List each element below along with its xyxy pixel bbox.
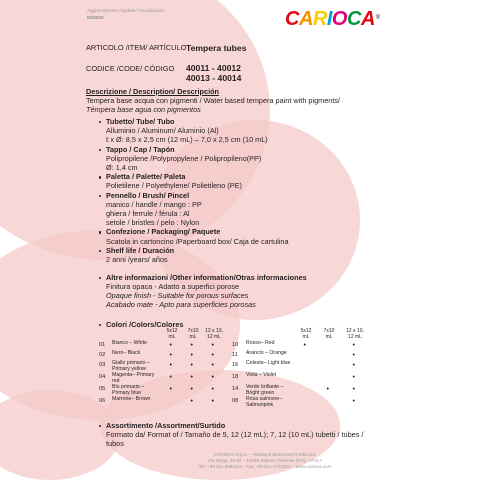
spec-title: Pennello / Brush/ Pincel [106, 190, 190, 200]
spec-line: setole / bristles / pelo : Nylon [106, 218, 200, 228]
assortment-title: Assortimento /Assortment/Surtido [106, 421, 226, 430]
footer-line-2: Via Verga, 40 tel – 10036 Settimo Torinese (TO) – ITALY [207, 458, 323, 463]
description-line-2: Témpera base agua con pigmentos [86, 105, 201, 114]
color-name: Magenta– Primary red [112, 372, 155, 384]
column-header: 5x12 mL [300, 328, 312, 340]
colors-title: Colori /Colors/Colores [106, 320, 184, 329]
color-name: Verde brillante – Bright green [246, 384, 284, 396]
logo-letter: A [298, 8, 313, 30]
spec-title: Shelf life / Duración [106, 245, 175, 255]
description-line-1: Tempera base acqua con pigmenti / Water based tempera paint with pigments/ [86, 96, 341, 105]
availability-dot-icon: • [190, 361, 193, 369]
color-number: 18 [232, 374, 239, 380]
column-header: 5x12 mL [166, 328, 178, 340]
logo-letter: C [285, 8, 299, 30]
color-name: Arancio – Orange [246, 350, 287, 356]
color-number: 05 [99, 386, 106, 392]
color-name: Viola – Violet [246, 372, 277, 378]
color-number: 06 [99, 398, 106, 404]
color-number: 01 [99, 342, 106, 348]
availability-dot-icon: • [169, 341, 172, 349]
other-info-line-2: Opaque finish - Suitable for porous surfaces [106, 291, 249, 300]
color-number: 11 [232, 352, 238, 358]
spec-line: Polietilene / Polyethylene/ Polietileno (PE) [106, 181, 242, 191]
spec-line: Alluminio / Aluminum/ Aluminio (Al) [106, 126, 219, 136]
color-number: 04 [99, 374, 106, 380]
color-name: Rosso– Red [246, 340, 275, 346]
color-name: Rosa salmone– Salmonpink [246, 396, 283, 408]
footer-line-3: Tel. +39 011 8962411– Fax +39 011 4710330 – www.carioca.com [198, 464, 332, 469]
availability-dot-icon: • [352, 385, 355, 393]
color-name: Giallo primario – Primary yellow [112, 360, 150, 372]
availability-dot-icon: • [352, 397, 355, 405]
spec-title: Tappo / Cap / Tapón [106, 144, 175, 154]
availability-dot-icon: • [169, 361, 172, 369]
color-number: 03 [99, 362, 106, 368]
spec-line: 2 anni /years/ años [106, 255, 168, 264]
spec-line: Ø: 1,4 cm [106, 163, 138, 172]
spec-line: Scatola in cartoncino /Paperboard box/ Caja de cartulina [106, 236, 289, 246]
registered-mark: ® [375, 14, 381, 21]
assortment-line-2: tubos [106, 439, 124, 448]
spec-title: Paletta / Palette/ Paleta [106, 172, 186, 182]
spec-line: ghiera / ferrule / férula : Al [106, 209, 190, 218]
update-label: Aggiornamento /Update/ Actualización [87, 8, 165, 13]
spec-line: Polipropilene /Polypropylene / Polipropileno(PP) [106, 153, 262, 163]
column-header: 7x10 mL [323, 328, 335, 340]
availability-dot-icon: • [211, 385, 214, 393]
availability-dot-icon: • [352, 351, 355, 359]
availability-dot-icon: • [190, 373, 193, 381]
logo-letter: R [312, 8, 327, 30]
description-title: Descrizione / Description/ Descripción [86, 87, 220, 96]
other-info-title: Altre informazioni /Other information/Otras informaciones [106, 273, 307, 282]
color-number: 10 [232, 342, 239, 348]
availability-dot-icon: • [190, 397, 193, 405]
spec-title: Confezione / Packaging/ Paquete [106, 227, 221, 237]
logo-letter: O [331, 8, 347, 30]
code-label: CODICE /CODE/ CÓDIGO [86, 64, 175, 73]
column-header: 7x10 mL [187, 328, 199, 340]
availability-dot-icon: • [169, 373, 172, 381]
availability-dot-icon: • [303, 341, 306, 349]
article-label: ARTICOLO /ITEM/ ARTÍCULO [86, 43, 187, 52]
availability-dot-icon: • [326, 385, 329, 393]
availability-dot-icon: • [211, 397, 214, 405]
color-name: Celeste– Light blue [246, 360, 291, 366]
color-name: Bianco – White [112, 340, 147, 346]
update-date: 03/2023 [87, 15, 104, 20]
availability-dot-icon: • [169, 385, 172, 393]
logo-letter: C [346, 8, 361, 30]
availability-dot-icon: • [211, 341, 214, 349]
availability-dot-icon: • [190, 385, 193, 393]
availability-dot-icon: • [352, 373, 355, 381]
footer-line-1: CARIOCA S.p.A. – Writing Instruments Production [213, 452, 317, 457]
availability-dot-icon: • [169, 351, 172, 359]
color-name: Nero– Black [112, 350, 141, 356]
spec-line: manico / handle / mango : PP [106, 199, 202, 209]
code-line-1: 40011 - 40012 [186, 63, 241, 73]
logo-letter: A [360, 8, 375, 30]
availability-dot-icon: • [211, 351, 214, 359]
color-name: Blu primario – Primary blue [112, 384, 145, 396]
color-number: 08 [232, 398, 239, 404]
logo-letter: I [326, 8, 332, 30]
code-line-2: 40013 - 40014 [186, 73, 242, 83]
other-info-line-1: Finitura opaca - Adatto a superfici porose [106, 282, 240, 291]
availability-dot-icon: • [211, 373, 214, 381]
assortment-line-1: Formato da/ Format of / Tamaño de 5, 12 (12 mL); 7, 12 (10 mL) tubetti / tubes / [106, 430, 364, 439]
column-header: 12 x 10, 12 mL [205, 328, 223, 340]
color-name: Marrone– Brown [112, 396, 151, 402]
availability-dot-icon: • [211, 361, 214, 369]
color-number: 14 [232, 386, 239, 392]
availability-dot-icon: • [190, 341, 193, 349]
column-header: 12 x 10, 12 mL [346, 328, 364, 340]
article-value: Tempera tubes [186, 43, 247, 53]
availability-dot-icon: • [352, 361, 355, 369]
other-info-line-3: Acabado mate - Apto para superficies porosas [106, 300, 256, 309]
spec-line: ℓ x Ø: 8,5 x 2,5 cm (12 mL) – 7,0 x 2,5 cm (10 mL) [106, 135, 268, 145]
availability-dot-icon: • [190, 351, 193, 359]
color-number: 16 [232, 362, 239, 368]
color-number: 02 [99, 352, 106, 358]
spec-title: Tubetto/ Tube/ Tubo [106, 117, 175, 126]
availability-dot-icon: • [352, 341, 355, 349]
